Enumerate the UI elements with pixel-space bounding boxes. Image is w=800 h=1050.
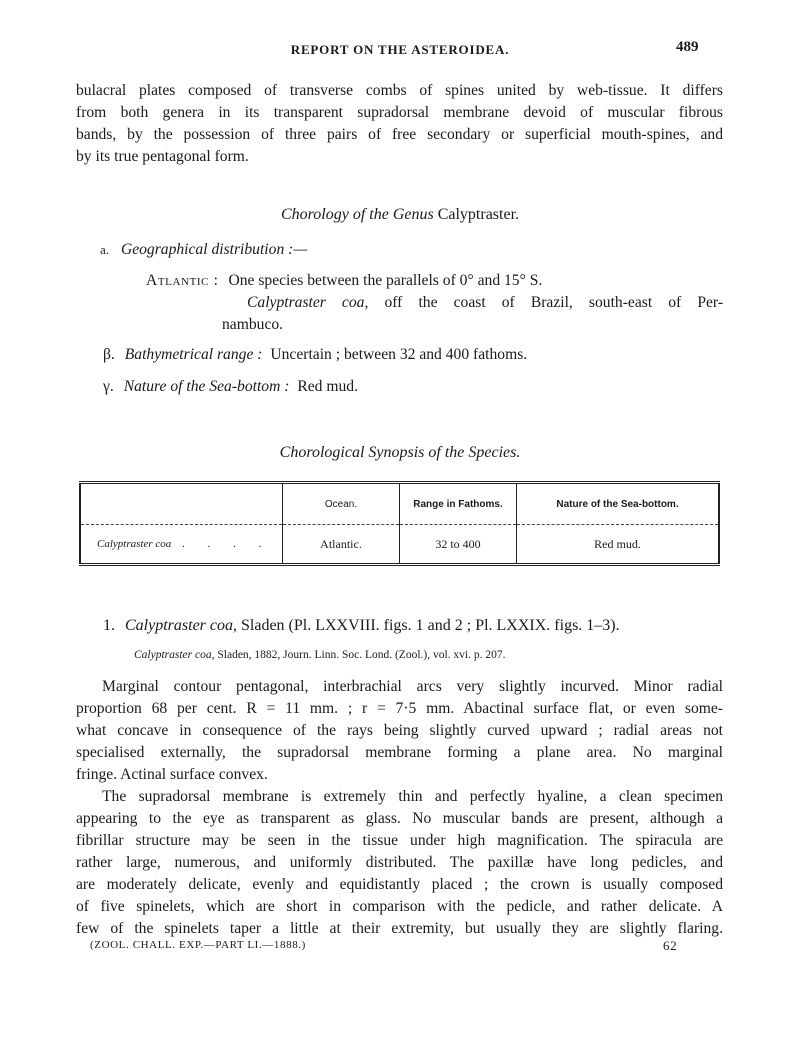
chorology-heading-genus: Calyptraster. xyxy=(437,206,520,223)
description-line: proportion 68 per cent. R = 11 mm. ; r = 7·5 mm. Abactinal surface flat, or even some- xyxy=(76,700,723,717)
running-header: REPORT ON THE ASTEROIDEA. xyxy=(290,42,510,57)
table-cell-bottom: Red mud. xyxy=(517,525,720,565)
bathymetrical-range xyxy=(103,346,527,364)
alpha-marker: a. xyxy=(100,242,110,257)
description-line: are moderately delicate, evenly and equidistantly placed ; the crown is usually composed xyxy=(76,876,723,893)
description-line: fringe. Actinal surface convex. xyxy=(76,766,268,783)
description-line: what concave in consequence of the rays being slightly curved upward ; radial areas not xyxy=(76,722,723,739)
geographical-distribution xyxy=(100,241,307,259)
atlantic-text: One species between the parallels of 0° and 15° S. xyxy=(228,272,543,289)
description-paragraph-2 xyxy=(76,786,723,940)
intro-line: bulacral plates composed of transverse combs of spines united by web-tissue. It differs xyxy=(76,82,723,99)
species-authority: Sladen (Pl. LXXVIII. figs. 1 and 2 ; Pl. LXXIX. figs. 1–3). xyxy=(241,617,620,634)
beta-text: Uncertain ; between 32 and 400 fathoms. xyxy=(270,346,528,363)
intro-line: by its true pentagonal form. xyxy=(76,148,249,165)
species-number: 1. xyxy=(103,617,115,634)
footer-signature-number: 62 xyxy=(663,938,678,953)
beta-label: Bathymetrical range : xyxy=(124,346,263,363)
description-line: The supradorsal membrane is extremely thin and perfectly hyaline, a clean specimen xyxy=(102,788,723,805)
description-line: fibrillar structure may be seen in the tissue under high magnification. The spiracula are xyxy=(76,832,723,849)
species-distribution-text: off the coast of Brazil, south-east of Per- xyxy=(384,294,724,311)
beta-marker: β. xyxy=(103,346,115,363)
synopsis-title-text: Chorological Synopsis of the Species. xyxy=(279,444,521,461)
intro-line: bands, by the possession of three pairs of free secondary or superficial mouth-spines, and xyxy=(76,126,723,143)
species-distribution-line xyxy=(247,294,723,312)
synopsis-table xyxy=(79,481,720,566)
footer-signature: (ZOOL. CHALL. EXP.—PART LI.—1888.) xyxy=(90,939,306,951)
table-header-cell xyxy=(80,483,283,525)
table-cell-ocean: Atlantic. xyxy=(283,525,400,565)
gamma-text: Red mud. xyxy=(297,378,358,395)
table-cell-species xyxy=(80,525,283,565)
species-heading xyxy=(103,617,620,635)
atlantic-line xyxy=(146,272,542,290)
reference-name: Calyptraster coa, xyxy=(134,649,215,661)
description-paragraph-1 xyxy=(76,676,723,786)
species-distribution-cont: nambuco. xyxy=(222,316,284,333)
sea-bottom xyxy=(103,378,358,396)
reference-text: Sladen, 1882, Journ. Linn. Soc. Lond. (Zool.), vol. xvi. p. 207. xyxy=(217,649,506,661)
table-header-range: Range in Fathoms. xyxy=(400,483,517,525)
intro-line: from both genera in its transparent supradorsal membrane devoid of muscular fibrous xyxy=(76,104,723,121)
alpha-label: Geographical distribution :— xyxy=(120,241,308,258)
intro-paragraph xyxy=(76,80,723,168)
table-header-ocean: Ocean. xyxy=(283,483,400,525)
table-species-name: Calyptraster coa xyxy=(97,538,172,550)
species-name: Calyptraster coa, xyxy=(125,617,237,634)
description-line: rather large, numerous, and uniformly distributed. The paxillæ have long pedicles, and xyxy=(76,854,723,871)
description-line: Marginal contour pentagonal, interbrachial arcs very slightly incurved. Minor radial xyxy=(102,678,723,695)
page-number: 489 xyxy=(676,39,699,55)
description-line: appearing to the eye as transparent as glass. No muscular bands are present, although a xyxy=(76,810,723,827)
species-reference xyxy=(134,649,506,661)
table-species-dots: . . . . xyxy=(182,538,272,550)
description-line: few of the spinelets taper a little at their extremity, but usually they are slightly flaring. xyxy=(76,920,723,937)
gamma-marker: γ. xyxy=(103,378,114,395)
table-row xyxy=(80,525,719,565)
gamma-label: Nature of the Sea-bottom : xyxy=(123,378,290,395)
synopsis-title xyxy=(0,444,800,462)
table-header-bottom: Nature of the Sea-bottom. xyxy=(517,483,720,525)
chorology-heading-italic: Chorology of the Genus xyxy=(280,206,434,223)
description-line: specialised externally, the supradorsal membrane forming a plane area. No marginal xyxy=(76,744,723,761)
description-line: of five spinelets, which are short in comparison with the pedicle, and rather delicate. A xyxy=(76,898,723,915)
species-distribution-name: Calyptraster coa, xyxy=(247,294,369,311)
chorology-heading xyxy=(0,206,800,224)
table-cell-range: 32 to 400 xyxy=(400,525,517,565)
atlantic-label: Atlantic : xyxy=(146,272,219,289)
